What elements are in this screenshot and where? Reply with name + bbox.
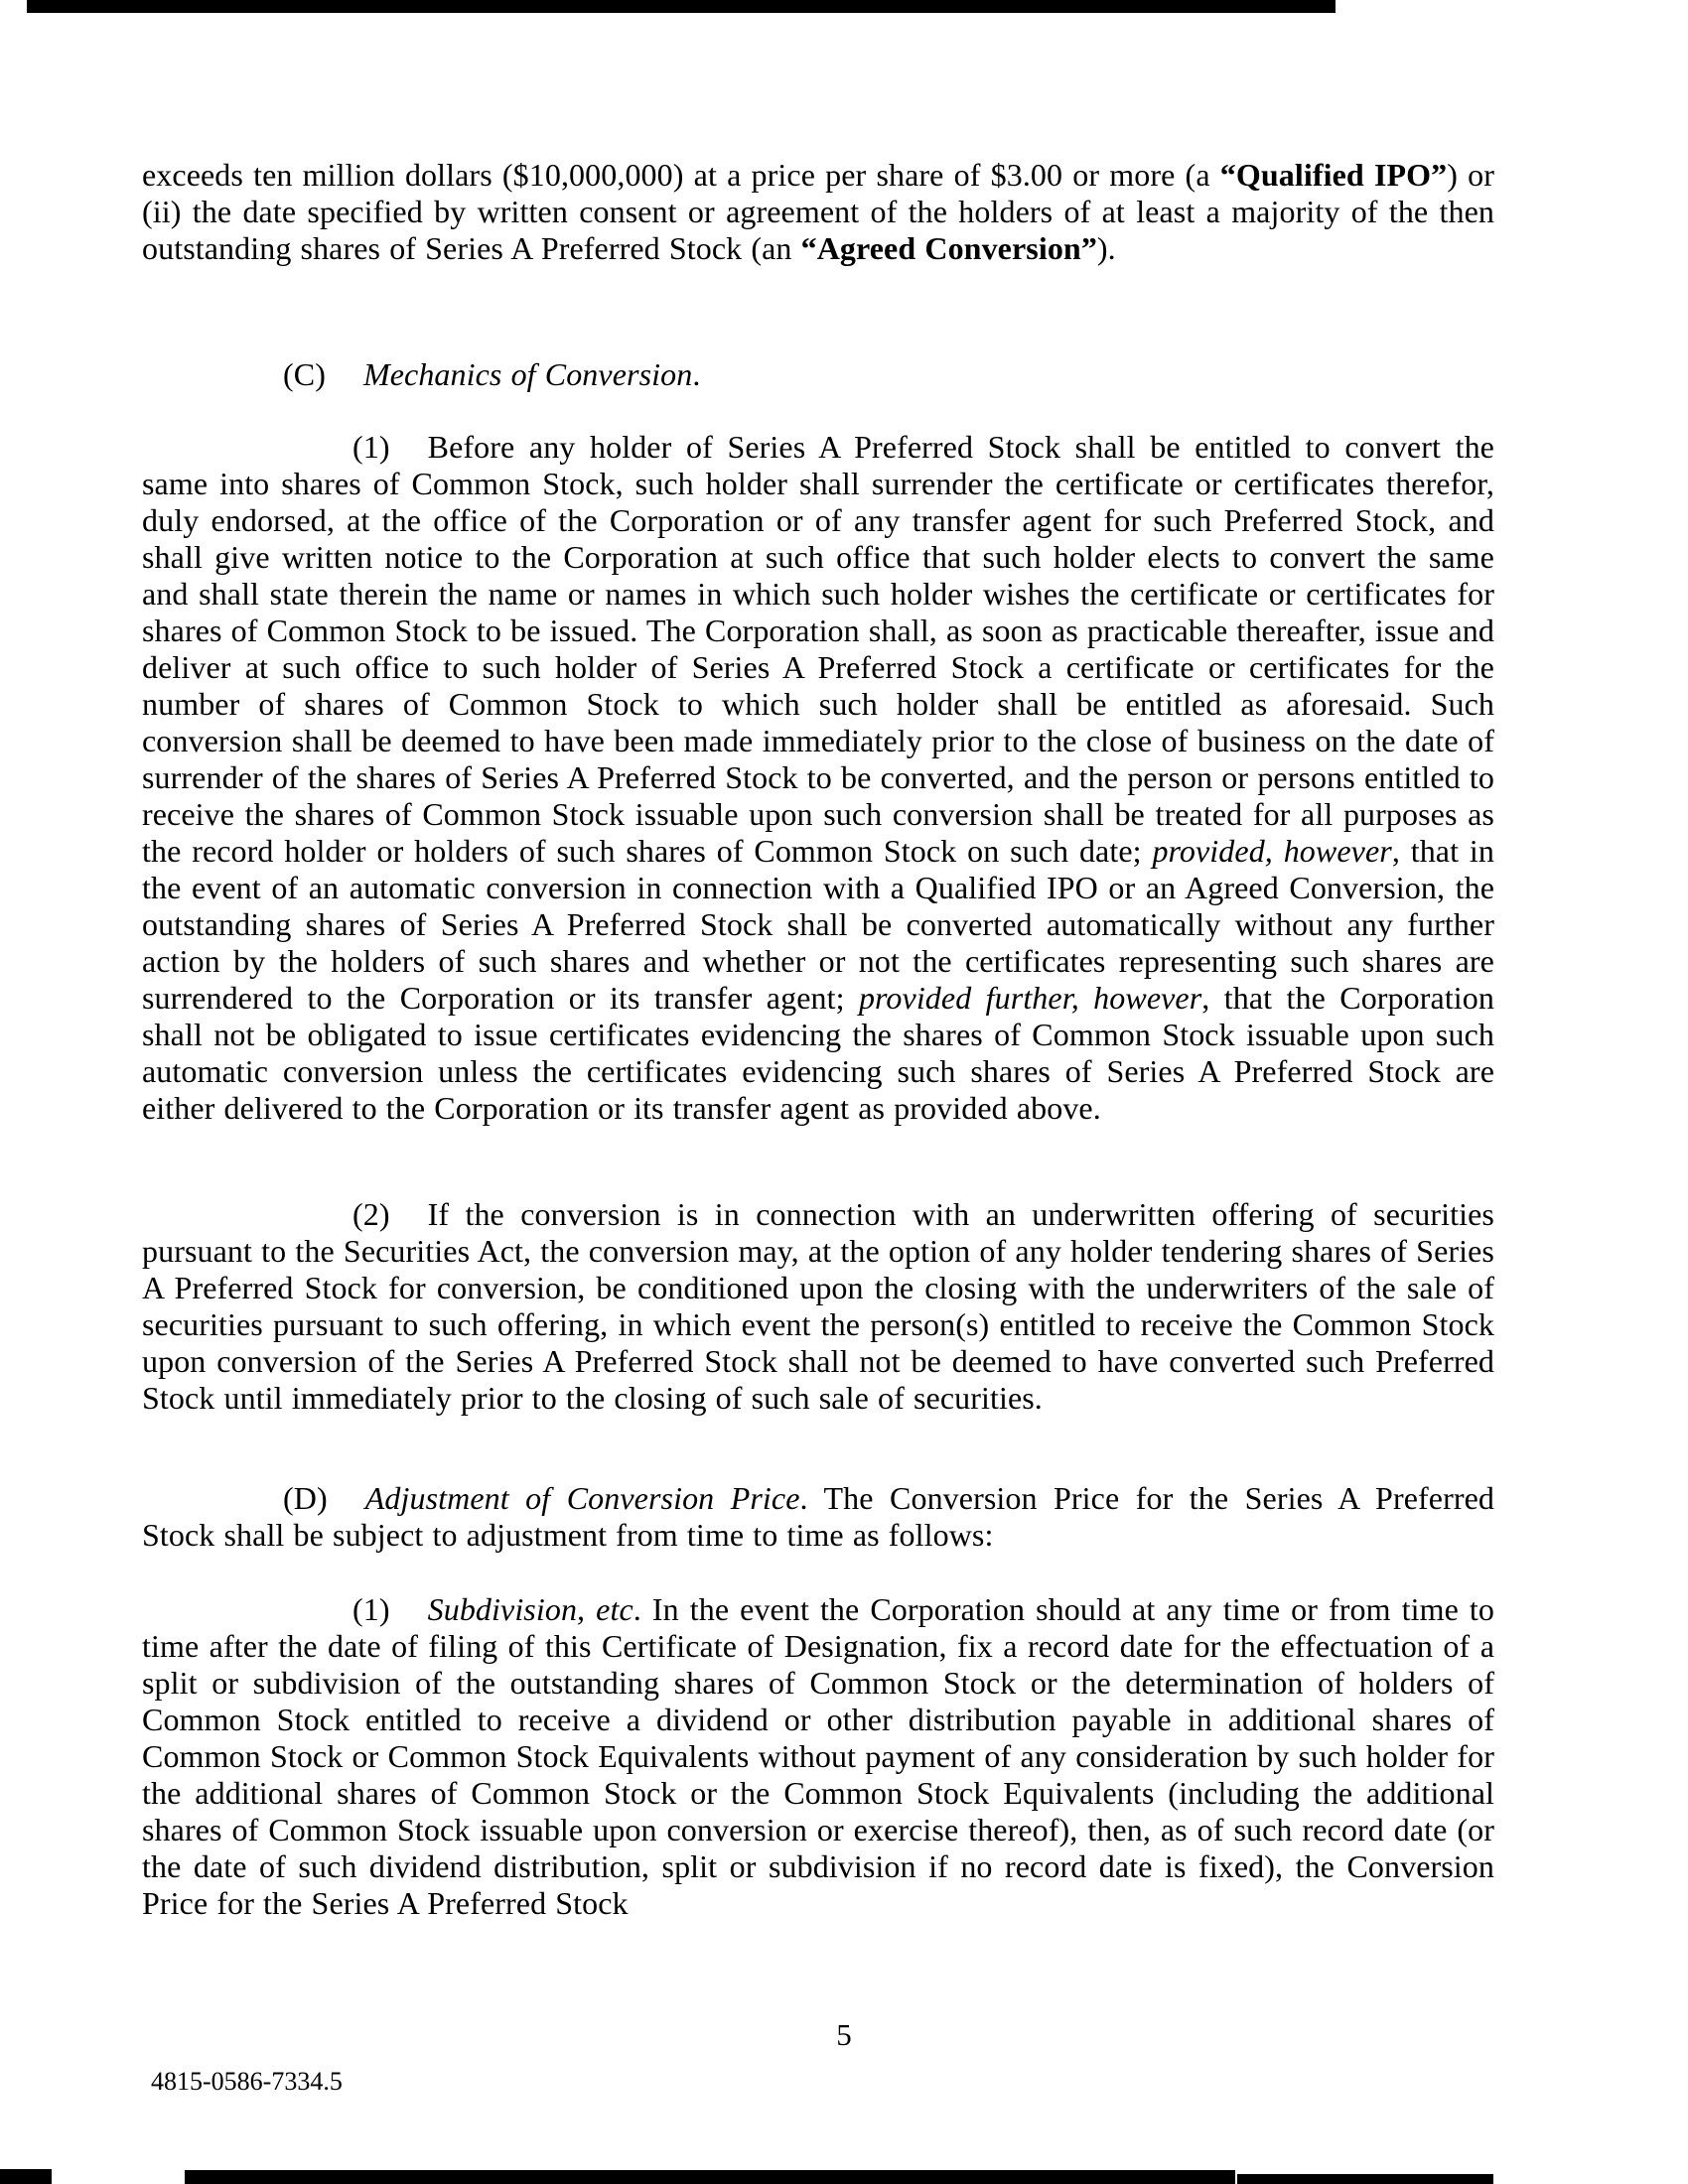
- text-segment: .: [692, 356, 701, 392]
- text-segment: provided, however: [1152, 833, 1392, 869]
- paragraph: [142, 1591, 1494, 1922]
- scan-artifact-bottom-right: [1237, 2174, 1493, 2184]
- text-segment: , that in the event of an automatic conversion in connection with a Qualified IPO or an Agreed Conversion, the outstanding shares of Series A Preferred Stock shall be converted automatically without any further action by the holders of such shares and whether or not the certificates representing such shares are surrendered to the Corporation or its transfer agent;: [142, 833, 1494, 1016]
- text-segment: Before any holder of Series A Preferred Stock shall be entitled to convert the same into shares of Common Stock, such holder shall surrender the certificate or certificates therefor, duly endorsed, at the office of the Corporation or of any transfer agent for such Preferred Stock, and shall give written notice to the Corporation at such office that such holder elects to convert the same and shall state therein the name or names in which such holder wishes the certificate or certificates for shares of Common Stock to be issued. The Corporation shall, as soon as practicable thereafter, issue and deliver at such office to such holder of Series A Preferred Stock a certificate or certificates for the number of shares of Common Stock to which such holder shall be entitled as aforesaid. Such conversion shall be deemed to have been made immediately prior to the close of business on the date of surrender of the shares of Series A Preferred Stock to be converted, and the person or persons entitled to receive the shares of Common Stock issuable upon such conversion shall be treated for all purposes as the record holder or holders of such shares of Common Stock on such date;: [142, 429, 1494, 869]
- text-segment: Mechanics of Conversion: [362, 356, 693, 392]
- text-segment: ).: [1096, 230, 1116, 266]
- text-segment: . In the event the Corporation should at any time or from time to time after the date of filing of this Certificate of Designation, fix a record date for the effectuation of a split or subdivision of the outstanding shares of Common Stock or the determination of holders of Common Stock entitled to receive a dividend or other distribution payable in additional shares of Common Stock or Common Stock Equivalents without payment of any consideration by such holder for the additional shares of Common Stock or the Common Stock Equivalents (including the additional shares of Common Stock issuable upon conversion or exercise thereof), then, as of such record date (or the date of such dividend distribution, split or subdivision if no record date is fixed), the Conversion Price for the Series A Preferred Stock: [142, 1591, 1494, 1921]
- text-segment: If the conversion is in connection with an underwritten offering of securities pursuant to the Securities Act, the conversion may, at the option of any holder tendering shares of Series A Preferred Stock for conversion, be conditioned upon the closing with the underwriters of the sale of securities pursuant to such offering, in which event the person(s) entitled to receive the Common Stock upon conversion of the Series A Preferred Stock shall not be deemed to have converted such Preferred Stock until immediately prior to the closing of such sale of securities.: [142, 1196, 1494, 1416]
- text-segment: . The Conversion Price for the Series A Preferred Stock shall be subject to adjustment from time to time as follows:: [142, 1480, 1494, 1553]
- paragraph: [142, 1196, 1494, 1417]
- scan-artifact-bottom-left: [0, 2169, 52, 2184]
- paragraph-number: (C): [283, 356, 326, 392]
- text-segment: “Qualified IPO”: [1219, 157, 1448, 193]
- document-body: [142, 0, 1494, 1922]
- paragraph: [142, 157, 1494, 267]
- scan-artifact-bottom-main: [185, 2170, 1235, 2184]
- paragraph-number: (1): [352, 1591, 390, 1627]
- section-heading: [142, 1480, 1494, 1554]
- paragraph-number: (2): [352, 1196, 390, 1232]
- paragraph: [142, 429, 1494, 1127]
- text-segment: Subdivision, etc: [427, 1591, 633, 1627]
- text-segment: “Agreed Conversion”: [800, 230, 1097, 266]
- text-segment: provided further, however: [858, 980, 1202, 1016]
- paragraph-number: (D): [283, 1480, 328, 1516]
- text-segment: exceeds ten million dollars ($10,000,000) at a price per share of $3.00 or more (a: [142, 157, 1220, 193]
- paragraph-number: (1): [352, 429, 390, 465]
- text-segment: , that the Corporation shall not be obligated to issue certificates evidencing the shares of Common Stock issuable upon such automatic conversion unless the certificates evidencing such shares of Series A Preferred Stock are either delivered to the Corporation or its transfer agent as provided above.: [142, 980, 1495, 1126]
- text-segment: Adjustment of Conversion Price: [364, 1480, 800, 1516]
- page-number: 5: [836, 2017, 852, 2052]
- text-segment: ) or (ii) the date specified by written consent or agreement of the holders of at least a majority of the then outstanding shares of Series A Preferred Stock (an: [142, 157, 1494, 266]
- section-heading: [142, 356, 1494, 393]
- document-id-footer: 4815-0586-7334.5: [151, 2067, 343, 2096]
